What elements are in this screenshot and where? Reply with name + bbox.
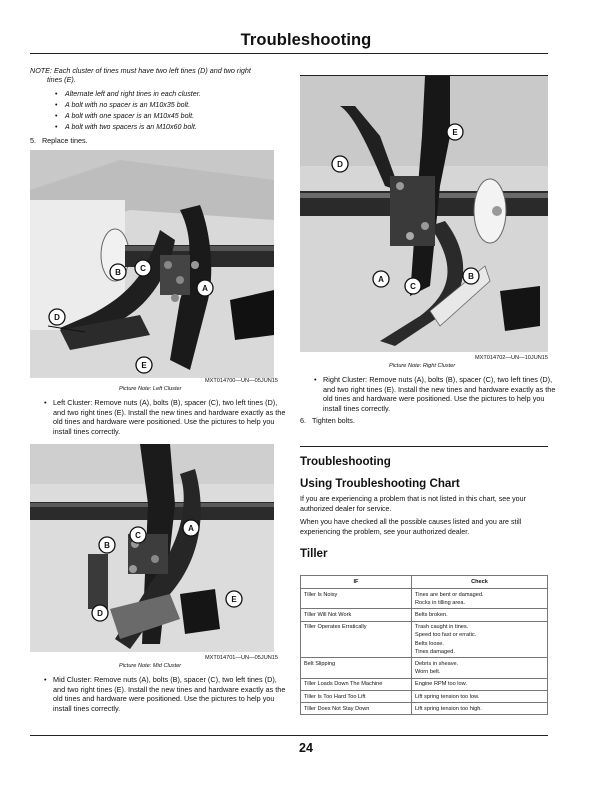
right-cluster-text: Right Cluster: Remove nuts (A), bolts (B), spacer (C), two left tines (D), and two right tines (E). Install the new tines and hardware exactly as the old tines and hardware were positioned. Use the pictures to help you install tines correctly.: [323, 375, 556, 413]
note-bullet-list: [55, 89, 285, 133]
svg-text:B: B: [104, 541, 110, 550]
svg-text:D: D: [97, 609, 103, 618]
check-item: Trash caught in tines.: [415, 624, 469, 631]
check-cell: [412, 678, 548, 690]
table-row: [301, 589, 548, 609]
svg-text:D: D: [54, 313, 60, 322]
check-item: Tines are bent or damaged.: [415, 591, 484, 598]
check-item: Worn belt.: [415, 669, 441, 676]
check-item: Belts loose.: [415, 640, 444, 647]
left-figure-ref: MXT014700—UN—05JUN15: [204, 378, 278, 384]
if-cell: Tiller Loads Down The Machine: [301, 678, 412, 690]
intro-paragraph-1: If you are experiencing a problem that is not listed in this chart, see your authorized dealer for service.: [300, 495, 526, 513]
note-bullet: • A bolt with no spacer is an M10x35 bolt.: [55, 100, 285, 111]
header-rule: [30, 53, 548, 54]
check-item: Debris in sheave.: [415, 660, 459, 667]
note-bullet: • A bolt with one spacer is an M10x45 bolt.: [55, 111, 285, 122]
mid-cluster-photo: [30, 444, 274, 652]
check-item: Belts broken.: [415, 611, 448, 618]
svg-text:C: C: [140, 264, 146, 273]
table-row: [301, 691, 548, 703]
footer-rule: [30, 735, 548, 736]
check-cell: [412, 658, 548, 678]
svg-text:C: C: [135, 531, 141, 540]
table-row: [301, 703, 548, 715]
right-cluster-photo: [300, 76, 548, 352]
table-header-row: [301, 576, 548, 589]
bullet-dot: •: [44, 675, 47, 684]
check-cell: [412, 703, 548, 715]
mid-cluster-instruction: [44, 675, 289, 713]
troubleshooting-table: [300, 575, 548, 715]
bullet-dot: •: [44, 398, 47, 407]
svg-text:B: B: [468, 272, 474, 281]
if-cell: Tiller Is Too Hard Too Lift: [301, 691, 412, 703]
left-figure-caption: Picture Note: Left Cluster: [119, 386, 182, 392]
svg-text:E: E: [452, 128, 458, 137]
right-cluster-instruction: [314, 375, 559, 413]
tiller-heading: Tiller: [300, 547, 328, 560]
svg-text:E: E: [141, 361, 147, 370]
svg-text:C: C: [410, 282, 416, 291]
right-figure-ref: MXT014702—UN—10JUN15: [474, 355, 548, 361]
intro-paragraph-2: When you have checked all the possible causes listed and you are still experiencing the problem, see your authorized dealer.: [300, 518, 522, 536]
if-cell: Tiller Is Noisy: [301, 589, 412, 609]
left-cluster-photo: [30, 150, 274, 378]
step-6: 6. Tighten bolts.: [300, 416, 355, 425]
svg-text:D: D: [337, 160, 343, 169]
if-cell: Belt Slipping: [301, 658, 412, 678]
if-cell: Tiller Will Not Work: [301, 609, 412, 621]
check-item: Speed too fast or erratic.: [415, 632, 477, 639]
table-row: [301, 609, 548, 621]
right-figure-caption: Picture Note: Right Cluster: [389, 363, 456, 369]
check-item: Lift spring tension too high.: [415, 705, 482, 712]
note-bullet: • A bolt with two spacers is an M10x60 bolt.: [55, 122, 285, 133]
section-rule: [300, 446, 548, 447]
bullet-dot: •: [314, 375, 317, 384]
page-number: 24: [299, 741, 313, 755]
left-cluster-instruction: [44, 398, 289, 436]
svg-text:A: A: [188, 524, 194, 533]
mid-figure-caption: Picture Note: Mid Cluster: [119, 663, 182, 669]
section-subheading: Using Troubleshooting Chart: [300, 477, 460, 490]
check-cell: [412, 589, 548, 609]
note-bullet: • Alternate left and right tines in each cluster.: [55, 89, 285, 100]
column-header-check: Check: [412, 576, 548, 589]
if-cell: Tiller Does Not Stay Down: [301, 703, 412, 715]
if-cell: Tiller Operates Erratically: [301, 621, 412, 658]
check-item: Engine RPM too low.: [415, 681, 467, 688]
left-cluster-text: Left Cluster: Remove nuts (A), bolts (B), spacer (C), two left tines (D), and two right tines (E). Install the new tines and hardware exactly as the old tines and hardware were positioned. Use the pictures to help you install tines correctly.: [53, 398, 286, 436]
mid-cluster-text: Mid Cluster: Remove nuts (A), bolts (B), spacer (C), two left tines (D), and two right tines (E). Install the new tines and hardware exactly as the old tines and hardware were positioned. Use the pictures to help you install tines correctly.: [53, 675, 286, 713]
check-item: Lift spring tension too low.: [415, 693, 480, 700]
svg-text:E: E: [231, 595, 237, 604]
page-title: Troubleshooting: [240, 31, 372, 49]
section-heading: Troubleshooting: [300, 455, 391, 468]
svg-text:A: A: [378, 275, 384, 284]
check-cell: [412, 621, 548, 658]
table-row: [301, 658, 548, 678]
table-row: [301, 678, 548, 690]
note-block: [30, 66, 288, 85]
troubleshooting-table-wrapper: [300, 575, 548, 715]
check-item: Tines damaged.: [415, 648, 455, 655]
svg-text:B: B: [115, 268, 121, 277]
step-5: 5. Replace tines.: [30, 136, 88, 145]
check-cell: [412, 609, 548, 621]
column-header-if: IF: [301, 576, 412, 589]
note-line-1: NOTE: Each cluster of tines must have two left tines (D) and two right: [30, 66, 251, 75]
mid-figure-ref: MXT014701—UN—05JUN15: [204, 655, 278, 661]
check-cell: [412, 691, 548, 703]
check-item: Rocks in tilling area.: [415, 599, 466, 606]
svg-text:A: A: [202, 284, 208, 293]
note-line-2: tines (E).: [47, 75, 76, 85]
table-row: [301, 621, 548, 658]
